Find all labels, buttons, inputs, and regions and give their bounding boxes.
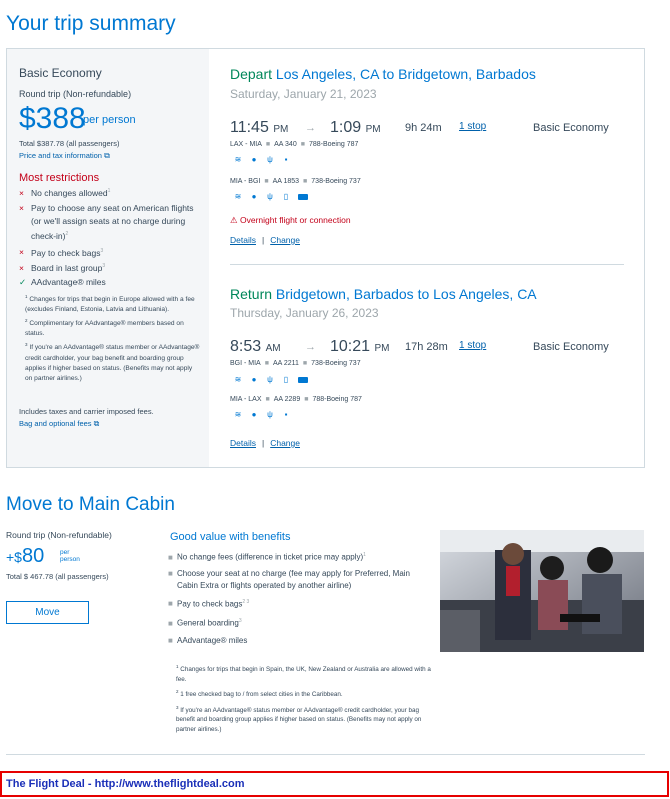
cabin-photo: [440, 530, 644, 652]
benefit-text: AAdvantage® miles: [177, 635, 248, 645]
benefit-text: General boarding: [177, 618, 239, 628]
footnote-ref: 2 3: [242, 598, 250, 605]
upgrade-price: [6, 545, 44, 568]
fare-price: $388: [19, 102, 86, 135]
restriction-text: No changes allowed: [31, 187, 108, 198]
footnote-text: Changes for trips that begin in Europe allowed with a fee (excludes Finland, Estonia, Latvia and Lithuania).: [25, 296, 195, 314]
benefit-item: [168, 615, 433, 630]
benefits-heading: Good value with benefits: [170, 531, 291, 543]
restriction-item: [19, 186, 204, 199]
leg-flight: AA 2211: [272, 360, 299, 367]
benefit-text: No change fees (difference in ticket price may apply): [177, 552, 364, 562]
segment-route: Los Angeles, CA to Bridgetown, Barbados: [275, 66, 536, 82]
footnote: [25, 292, 200, 315]
power-icon: ψ: [267, 410, 273, 419]
power-icon: ψ: [267, 155, 273, 164]
footnote-ref: 2: [65, 230, 69, 237]
bullet-icon: ■: [168, 568, 173, 578]
depart-date: Saturday, January 21, 2023: [230, 87, 377, 101]
footnote-ref: 3: [102, 263, 106, 270]
entertainment-icon: ●: [251, 410, 257, 419]
footnote: [176, 687, 431, 700]
wifi-icon: ≋: [234, 375, 242, 384]
leg-info: MIA - BGI ■ AA 1853 ■ 738-Boeing 737: [230, 178, 361, 185]
footnote-text: If you're an AAdvantage® status member or AAdvantage® credit cardholder, your bag benefit and boarding group applies if higher based on status. (Benefits may not apply on partner airlines.): [176, 706, 422, 733]
restrictions-heading: Most restrictions: [19, 172, 100, 184]
segment-route: Bridgetown, Barbados to Los Angeles, CA: [275, 286, 537, 302]
page-title: Your trip summary: [6, 12, 176, 35]
leg-info: LAX - MIA ■ AA 340 ■ 788-Boeing 787: [230, 141, 359, 148]
footnote-text: If you're an AAdvantage® status member or AAdvantage® credit cardholder, your bag benefit and boarding group applies if higher based on status. (Benefits may not apply on partner airlines.): [25, 344, 200, 382]
overnight-warning: [230, 215, 351, 226]
benefit-item: [168, 549, 433, 564]
leg-route: MIA - LAX: [230, 396, 262, 403]
wifi-icon: ≋: [234, 192, 242, 201]
bullet-icon: ■: [168, 618, 173, 628]
bullet-icon: ■: [168, 599, 173, 609]
per-label: per: [60, 549, 70, 556]
amenity-icons: [234, 376, 308, 384]
return-departure-time: [230, 338, 281, 356]
leg-info: BGI - MIA ■ AA 2211 ■ 738-Boeing 737: [230, 360, 361, 367]
amenity-icons: [234, 193, 308, 201]
benefits-list: [168, 549, 433, 647]
return-duration: 17h 28m: [405, 341, 448, 353]
time-ampm: PM: [273, 124, 289, 135]
entertainment-icon: ●: [251, 192, 257, 201]
wifi-icon: ≋: [234, 410, 242, 419]
person-label: person: [60, 556, 80, 563]
change-link[interactable]: Change: [270, 235, 300, 245]
seat-icon: ▪: [284, 155, 288, 164]
per-person-label: per person: [83, 114, 136, 126]
leg-info: MIA - LAX ■ AA 2289 ■ 788-Boeing 787: [230, 396, 362, 403]
segment-divider: [230, 264, 624, 265]
footnote-number: 3: [25, 342, 28, 348]
footnote-ref: 3: [238, 618, 242, 625]
bag-fees-link-label: Bag and optional fees: [19, 419, 92, 428]
includes-taxes: Includes taxes and carrier imposed fees.: [19, 407, 154, 416]
benefit-item: [168, 596, 433, 611]
upgrade-trip-type: Round trip (Non-refundable): [6, 530, 112, 540]
footnote-text: Changes for trips that begin in Spain, the UK, New Zealand or Australia are allowed with a fee.: [176, 666, 431, 683]
return-cabin: Basic Economy: [533, 341, 609, 353]
warning-text: Overnight flight or connection: [240, 215, 351, 225]
restriction-item: [19, 277, 204, 288]
upgrade-per-person: [60, 549, 80, 563]
leg-aircraft: 738-Boeing 737: [311, 178, 361, 185]
return-arrival-time: [330, 338, 390, 356]
bullet-icon: ■: [168, 635, 173, 645]
x-icon: ×: [19, 247, 24, 258]
entertainment-icon: ●: [251, 155, 257, 164]
time-value: 1:09: [330, 119, 362, 136]
upgrade-footnotes: [176, 662, 431, 734]
watermark-text: The Flight Deal - http://www.theflightdeal.com: [6, 778, 245, 790]
depart-stops-link[interactable]: 1 stop: [459, 121, 487, 132]
upgrade-price-value: 80: [21, 545, 45, 567]
x-icon: ×: [19, 187, 24, 198]
upgrade-title: Move to Main Cabin: [6, 494, 175, 515]
depart-cabin: Basic Economy: [533, 122, 609, 134]
time-value: 8:53: [230, 338, 262, 355]
amenity-icons: [234, 156, 290, 164]
footnote-ref: 3: [100, 247, 104, 254]
device-icon: ▯: [283, 192, 289, 201]
footnote-number: 2: [176, 689, 179, 695]
price-tax-link[interactable]: [19, 151, 110, 161]
leg-flight: AA 2289: [273, 396, 301, 403]
footnote: [176, 662, 431, 684]
footnote-ref: 1: [363, 552, 366, 558]
arrow-right-icon: →: [305, 341, 316, 353]
time-ampm: PM: [365, 124, 381, 135]
restriction-item: [19, 261, 204, 274]
leg-flight: AA 1853: [272, 178, 300, 185]
streaming-icon: [298, 377, 308, 383]
restriction-text: Pay to check bags: [31, 247, 101, 258]
warning-icon: ⚠: [230, 215, 238, 225]
trip-type: Round trip (Non-refundable): [19, 89, 132, 99]
leg-aircraft: 788-Boeing 787: [312, 396, 362, 403]
depart-departure-time: [230, 119, 288, 137]
footnote: [176, 703, 431, 735]
footnote-text: 1 free checked bag to / from select cities in the Caribbean.: [180, 691, 343, 699]
external-window-icon: ⧉: [104, 151, 110, 160]
restriction-item: [19, 246, 204, 259]
restriction-text: AAdvantage® miles: [31, 277, 106, 288]
leg-flight: AA 340: [274, 141, 297, 148]
section-divider: [6, 754, 645, 755]
power-icon: ψ: [267, 192, 273, 201]
leg-route: BGI - MIA: [230, 360, 261, 367]
footnote-number: 2: [25, 318, 28, 324]
power-icon: ψ: [267, 375, 273, 384]
depart-arrival-time: [330, 119, 381, 137]
bullet-icon: ■: [168, 552, 173, 562]
upgrade-total: Total $ 467.78 (all passengers): [6, 572, 109, 581]
benefit-text: Pay to check bags: [177, 599, 243, 609]
time-value: 10:21: [330, 338, 371, 355]
fare-name: Basic Economy: [19, 66, 102, 80]
footnote: [25, 316, 200, 339]
fare-total: Total $387.78 (all passengers): [19, 139, 120, 148]
time-ampm: PM: [374, 343, 390, 354]
footnote-number: 3: [176, 704, 179, 710]
details-link[interactable]: Details: [230, 438, 256, 448]
check-icon: ✓: [19, 277, 27, 288]
leg-aircraft: 788-Boeing 787: [308, 141, 359, 148]
x-icon: ×: [19, 263, 24, 274]
fare-footnotes: [25, 292, 200, 384]
return-heading: [230, 286, 537, 302]
leg-route: LAX - MIA: [230, 141, 262, 148]
footnote-number: 1: [25, 294, 28, 299]
return-stops-link[interactable]: 1 stop: [459, 340, 487, 351]
device-icon: ▯: [283, 375, 289, 384]
bag-fees-link[interactable]: [19, 419, 99, 429]
time-value: 11:45: [230, 119, 269, 136]
benefit-item: [168, 568, 433, 592]
footnote-ref: 1: [107, 188, 111, 194]
price-tax-link-label: Price and tax information: [19, 151, 102, 160]
amenity-icons: [234, 411, 290, 419]
upgrade-price-prefix: +$: [6, 549, 22, 565]
benefit-text: Choose your seat at no charge (fee may apply for Preferred, Main Cabin Extra or flights operated by another airline): [177, 568, 411, 590]
footnote: [25, 340, 200, 383]
benefit-item: [168, 635, 433, 647]
entertainment-icon: ●: [251, 375, 257, 384]
details-link[interactable]: Details: [230, 235, 256, 245]
restriction-item: [19, 202, 204, 243]
change-link[interactable]: Change: [270, 438, 300, 448]
leg-aircraft: 738-Boeing 737: [311, 360, 361, 367]
move-button[interactable]: Move: [6, 601, 89, 624]
arrow-right-icon: →: [305, 122, 316, 134]
depart-actions: Details | Change: [230, 235, 300, 245]
time-ampm: AM: [265, 343, 281, 354]
seat-icon: ▪: [284, 410, 288, 419]
depart-duration: 9h 24m: [405, 122, 442, 134]
restrictions-list: [19, 186, 204, 288]
streaming-icon: [298, 194, 308, 200]
wifi-icon: ≋: [234, 155, 242, 164]
external-window-icon: ⧉: [93, 419, 100, 428]
return-actions: Details | Change: [230, 438, 300, 448]
return-date: Thursday, January 26, 2023: [230, 306, 379, 320]
restriction-text: Board in last group: [31, 263, 103, 274]
footnote-text: Complimentary for AAdvantage® members based on status.: [25, 320, 184, 338]
restriction-text: Pay to choose any seat on American flights (or we'll assign seats at no charge during check-in): [31, 202, 194, 241]
depart-heading: [230, 66, 536, 82]
leg-route: MIA - BGI: [230, 178, 261, 185]
segment-label: Depart: [230, 66, 273, 82]
segment-label: Return: [230, 286, 273, 302]
x-icon: ×: [19, 202, 24, 213]
footnote-number: 1: [176, 664, 179, 669]
